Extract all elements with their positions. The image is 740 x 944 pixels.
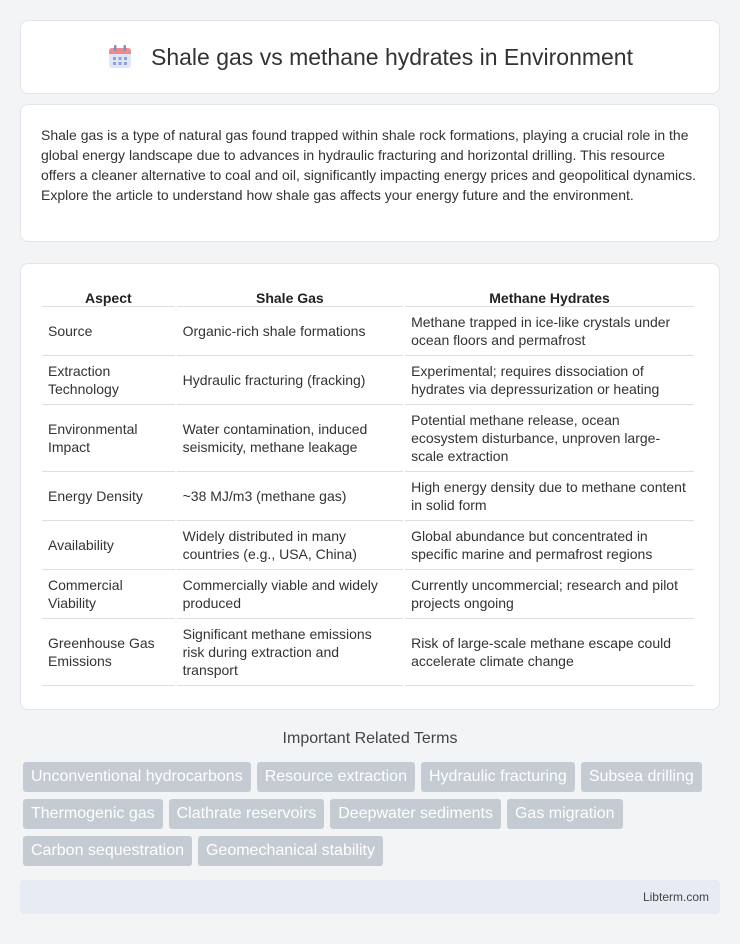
cell-aspect: Commercial Viability xyxy=(42,570,175,619)
tag-thermogenic-gas[interactable]: Thermogenic gas xyxy=(23,799,163,829)
table-row xyxy=(42,405,694,472)
cell-aspect: Energy Density xyxy=(42,472,175,521)
table-row xyxy=(42,472,694,521)
cell-methane-hydrates: Risk of large-scale methane escape could accelerate climate change xyxy=(405,619,694,686)
comparison-table xyxy=(40,286,696,686)
cell-methane-hydrates: Experimental; requires dissociation of hydrates via depressurization or heating xyxy=(405,356,694,405)
cell-shale-gas: Organic-rich shale formations xyxy=(177,307,403,356)
cell-aspect: Source xyxy=(42,307,175,356)
cell-aspect: Greenhouse Gas Emissions xyxy=(42,619,175,686)
intro-paragraph: Shale gas is a type of natural gas found trapped within shale rock formations, playing a crucial role in the global energy landscape due to advances in hydraulic fracturing and horizontal drilling. This resource offers a cleaner alternative to coal and oil, significantly impacting energy prices and geopolitical dynamics. Explore the article to understand how shale gas affects your energy future and the environment. xyxy=(41,127,696,203)
cell-methane-hydrates: Global abundance but concentrated in specific marine and permafrost regions xyxy=(405,521,694,570)
table-row xyxy=(42,619,694,686)
table-header-row xyxy=(42,286,694,307)
cell-methane-hydrates: Potential methane release, ocean ecosystem disturbance, unproven large-scale extraction xyxy=(405,405,694,472)
tag-resource-extraction[interactable]: Resource extraction xyxy=(257,762,415,792)
cell-aspect: Environmental Impact xyxy=(42,405,175,472)
cell-shale-gas: Hydraulic fracturing (fracking) xyxy=(177,356,403,405)
header-aspect: Aspect xyxy=(42,286,175,307)
tag-gas-migration[interactable]: Gas migration xyxy=(507,799,623,829)
cell-shale-gas: Significant methane emissions risk during extraction and transport xyxy=(177,619,403,686)
cell-shale-gas: ~38 MJ/m3 (methane gas) xyxy=(177,472,403,521)
cell-methane-hydrates: Currently uncommercial; research and pilot projects ongoing xyxy=(405,570,694,619)
header-shale-gas: Shale Gas xyxy=(177,286,403,307)
page-title: Shale gas vs methane hydrates in Environment xyxy=(151,43,633,70)
tag-clathrate-reservoirs[interactable]: Clathrate reservoirs xyxy=(169,799,325,829)
calendar-icon xyxy=(107,44,133,70)
related-terms-title: Important Related Terms xyxy=(282,730,458,747)
cell-shale-gas: Commercially viable and widely produced xyxy=(177,570,403,619)
tag-subsea-drilling[interactable]: Subsea drilling xyxy=(581,762,702,792)
footer-site-link[interactable]: Libterm.com xyxy=(642,890,709,904)
tag-carbon-sequestration[interactable]: Carbon sequestration xyxy=(23,836,192,866)
table-row xyxy=(42,307,694,356)
tag-hydraulic-fracturing[interactable]: Hydraulic fracturing xyxy=(421,762,575,792)
footer xyxy=(20,880,720,914)
tag-geomechanical-stability[interactable]: Geomechanical stability xyxy=(198,836,383,866)
table-row xyxy=(42,356,694,405)
comparison-table-card xyxy=(20,263,720,710)
tag-deepwater-sediments[interactable]: Deepwater sediments xyxy=(330,799,501,829)
cell-shale-gas: Widely distributed in many countries (e.g., USA, China) xyxy=(177,521,403,570)
cell-methane-hydrates: High energy density due to methane content in solid form xyxy=(405,472,694,521)
cell-aspect: Extraction Technology xyxy=(42,356,175,405)
table-row xyxy=(42,570,694,619)
table-row xyxy=(42,521,694,570)
cell-aspect: Availability xyxy=(42,521,175,570)
title-card xyxy=(20,20,720,94)
intro-card xyxy=(20,104,720,242)
cell-shale-gas: Water contamination, induced seismicity, methane leakage xyxy=(177,405,403,472)
tag-unconventional-hydrocarbons[interactable]: Unconventional hydrocarbons xyxy=(23,762,251,792)
header-methane-hydrates: Methane Hydrates xyxy=(405,286,694,307)
cell-methane-hydrates: Methane trapped in ice-like crystals under ocean floors and permafrost xyxy=(405,307,694,356)
related-terms-tags xyxy=(23,762,723,866)
